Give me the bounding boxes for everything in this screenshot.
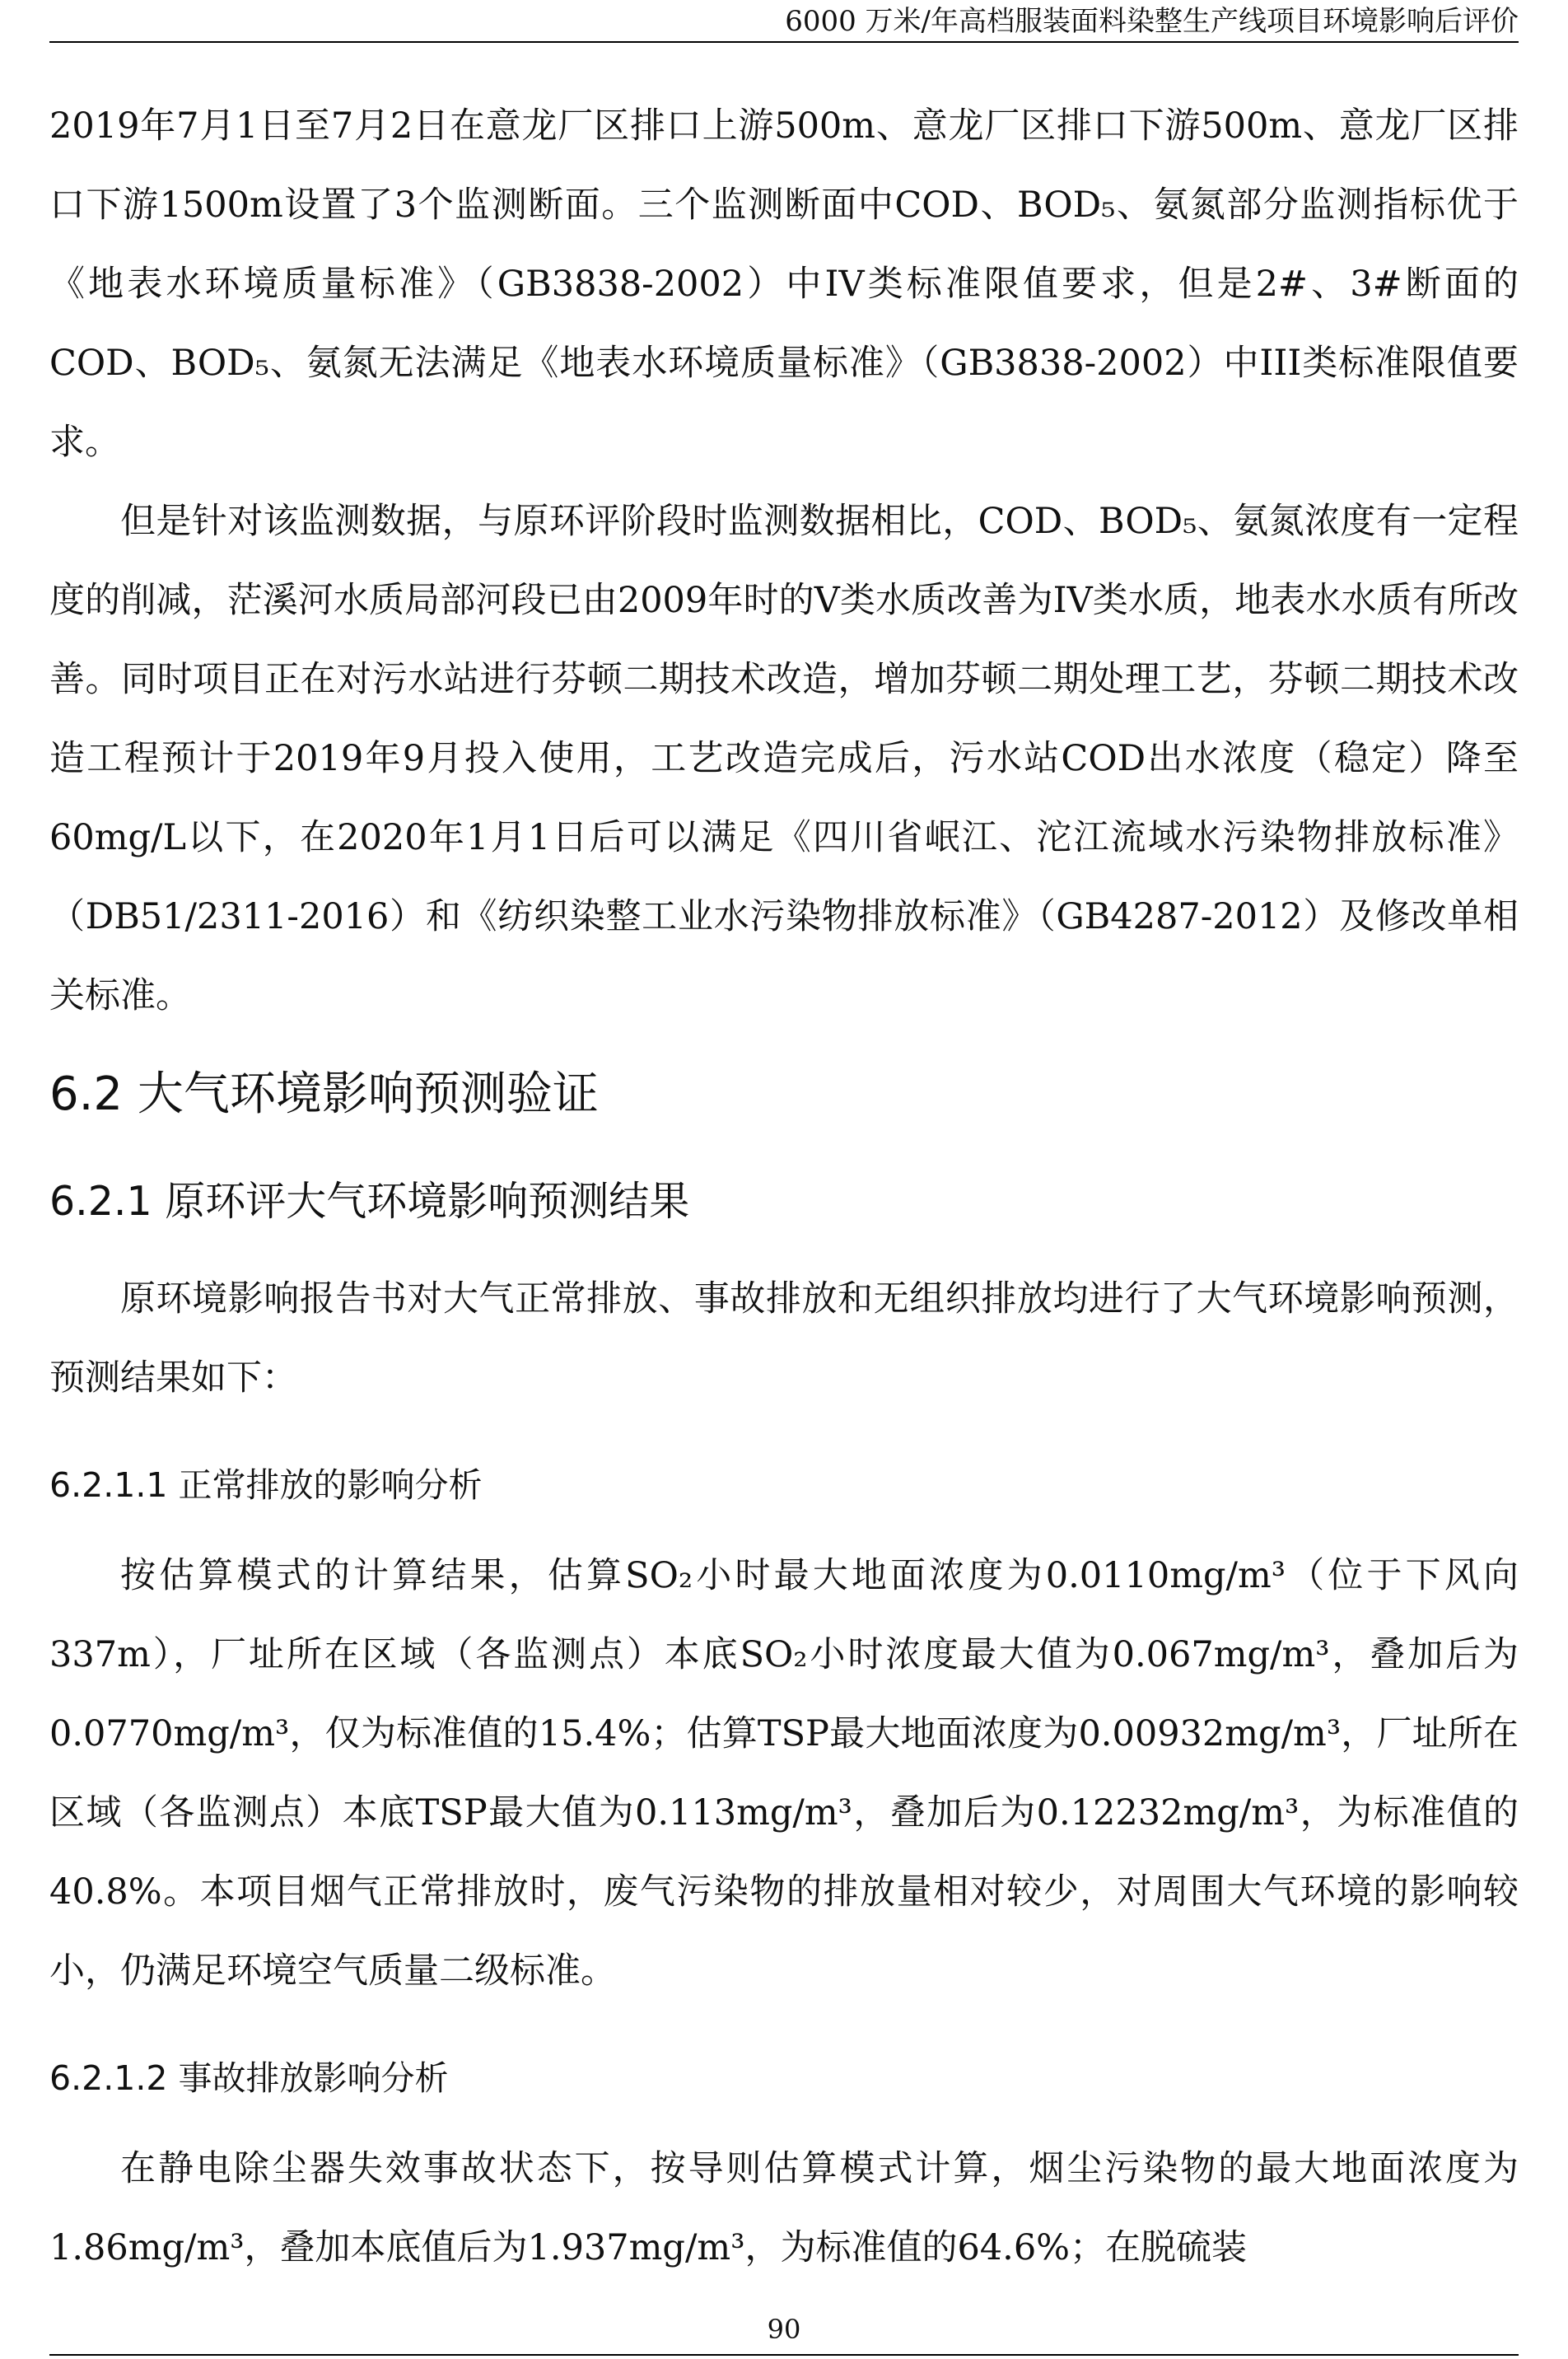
paragraph-monitoring-sections: 2019年7月1日至7月2日在意龙厂区排口上游500m、意龙厂区排口下游500m、意龙厂区排口下游1500m设置了3个监测断面。三个监测断面中COD、BOD₅、氨氮部分监测指标优于《地表水环境质量标准》（GB3838-2002）中IV类标准限值要求，但是2#、3#断面的COD、BOD₅、氨氮无法满足《地表水环境质量标准》（GB3838-2002）中III类标准限值要求。 (49, 105, 1519, 463)
section-heading-6-2-1-1: 6.2.1.1 正常排放的影响分析 (49, 1465, 483, 1505)
page-number: 90 (767, 2314, 801, 2345)
paragraph-normal-emission: 按估算模式的计算结果，估算SO₂小时最大地面浓度为0.0110mg/m³（位于下风向337m），厂址所在区域（各监测点）本底SO₂小时浓度最大值为0.067mg/m³，叠加后为0.0770mg/m³，仅为标准值的15.4%；估算TSP最大地面浓度为0.00932mg/m³，厂址所在区域（各监测点）本底TSP最大值为0.113mg/m³，叠加后为0.12232mg/m³，为标准值的40.8%。本项目烟气正常排放时，废气污染物的排放量相对较少，对周围大气环境的影响较小，仍满足环境空气质量二级标准。 (49, 1555, 1519, 1992)
section-heading-6-2-1: 6.2.1 原环评大气环境影响预测结果 (49, 1178, 690, 1225)
paragraph-water-quality-improvement: 但是针对该监测数据，与原环评阶段时监测数据相比，COD、BOD₅、氨氮浓度有一定程度的削减，茫溪河水质局部河段已由2009年时的V类水质改善为IV类水质，地表水水质有所改善。同时项目正在对污水站进行芬顿二期技术改造，增加芬顿二期处理工艺，芬顿二期技术改造工程预计于2019年9月投入使用，工艺改造完成后，污水站COD出水浓度（稳定）降至60mg/L以下，在2020年1月1日后可以满足《四川省岷江、沱江流域水污染物排放标准》（DB51/2311-2016）和《纺织染整工业水污染物排放标准》（GB4287-2012）及修改单相关标准。 (49, 501, 1519, 1016)
document-body (49, 86, 1519, 2287)
header-title: 6000 万米/年高档服装面料染整生产线项目环境影响后评价 (785, 5, 1519, 38)
paragraph-accident-emission: 在静电除尘器失效事故状态下，按导则估算模式计算，烟尘污染物的最大地面浓度为1.86mg/m³，叠加本底值后为1.937mg/m³，为标准值的64.6%；在脱硫装 (49, 2148, 1519, 2268)
paragraph-original-eia-intro: 原环境影响报告书对大气正常排放、事故排放和无组织排放均进行了大气环境影响预测，预测结果如下： (49, 1278, 1519, 1399)
section-heading-6-2: 6.2 大气环境影响预测验证 (49, 1067, 599, 1121)
section-heading-6-2-1-2: 6.2.1.2 事故排放影响分析 (49, 2058, 449, 2098)
footer-divider (49, 2354, 1519, 2356)
page-header (49, 0, 1519, 43)
